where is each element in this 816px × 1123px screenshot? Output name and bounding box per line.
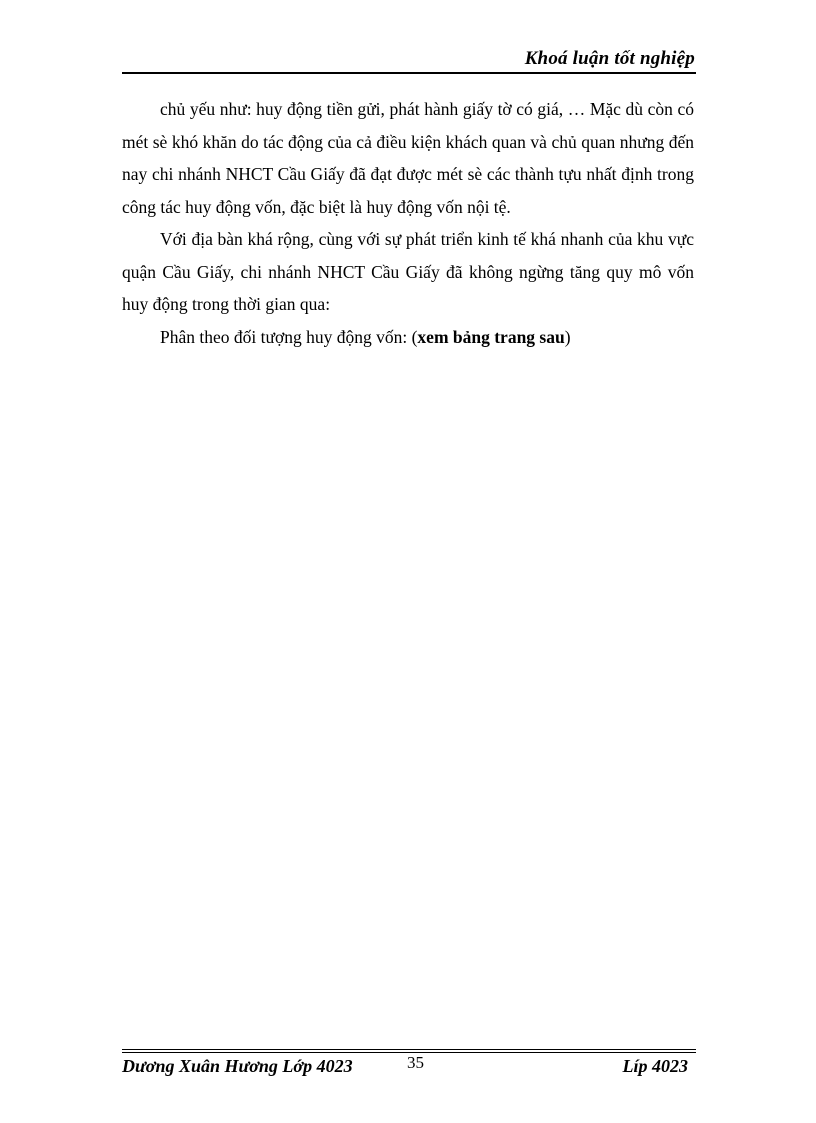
footer-author: Dương Xuân Hương Lớp 4023 (122, 1056, 353, 1076)
body-text (122, 93, 694, 353)
footer-rule-top (122, 1049, 696, 1050)
header-title: Khoá luận tốt nghiệp (524, 48, 695, 69)
paragraph-area: Với địa bàn khá rộng, cùng với sự phát triển kinh tế khá nhanh của khu vực quận Cầu Giấy, chi nhánh NHCT Cầu Giấy đã không ngừng tăng quy mô vốn huy động trong thời gian qua: (122, 229, 694, 314)
header-rule (122, 72, 696, 74)
see-next-page-note: xem bảng trang sau (417, 326, 565, 347)
footer-class-label: Líp 4023 (622, 1056, 688, 1076)
paragraph-classification (122, 321, 694, 354)
page-number: 35 (407, 1053, 424, 1072)
paragraph-classification-suffix: ) (564, 326, 571, 347)
paragraph-classification-prefix: Phân theo đối tượng huy động vốn: ( (160, 326, 418, 347)
paragraph-continuation: chủ yếu như: huy động tiền gửi, phát hành giấy tờ có giá, … Mặc dù còn có mét sè khó khăn do tác động của cả điều kiện khách quan và chủ quan nhưng đến nay chi nhánh NHCT Cầu Giấy đã đạt được mét sè các thành tựu nhất định trong công tác huy động vốn, đặc biệt là huy động vốn nội tệ. (122, 99, 694, 217)
